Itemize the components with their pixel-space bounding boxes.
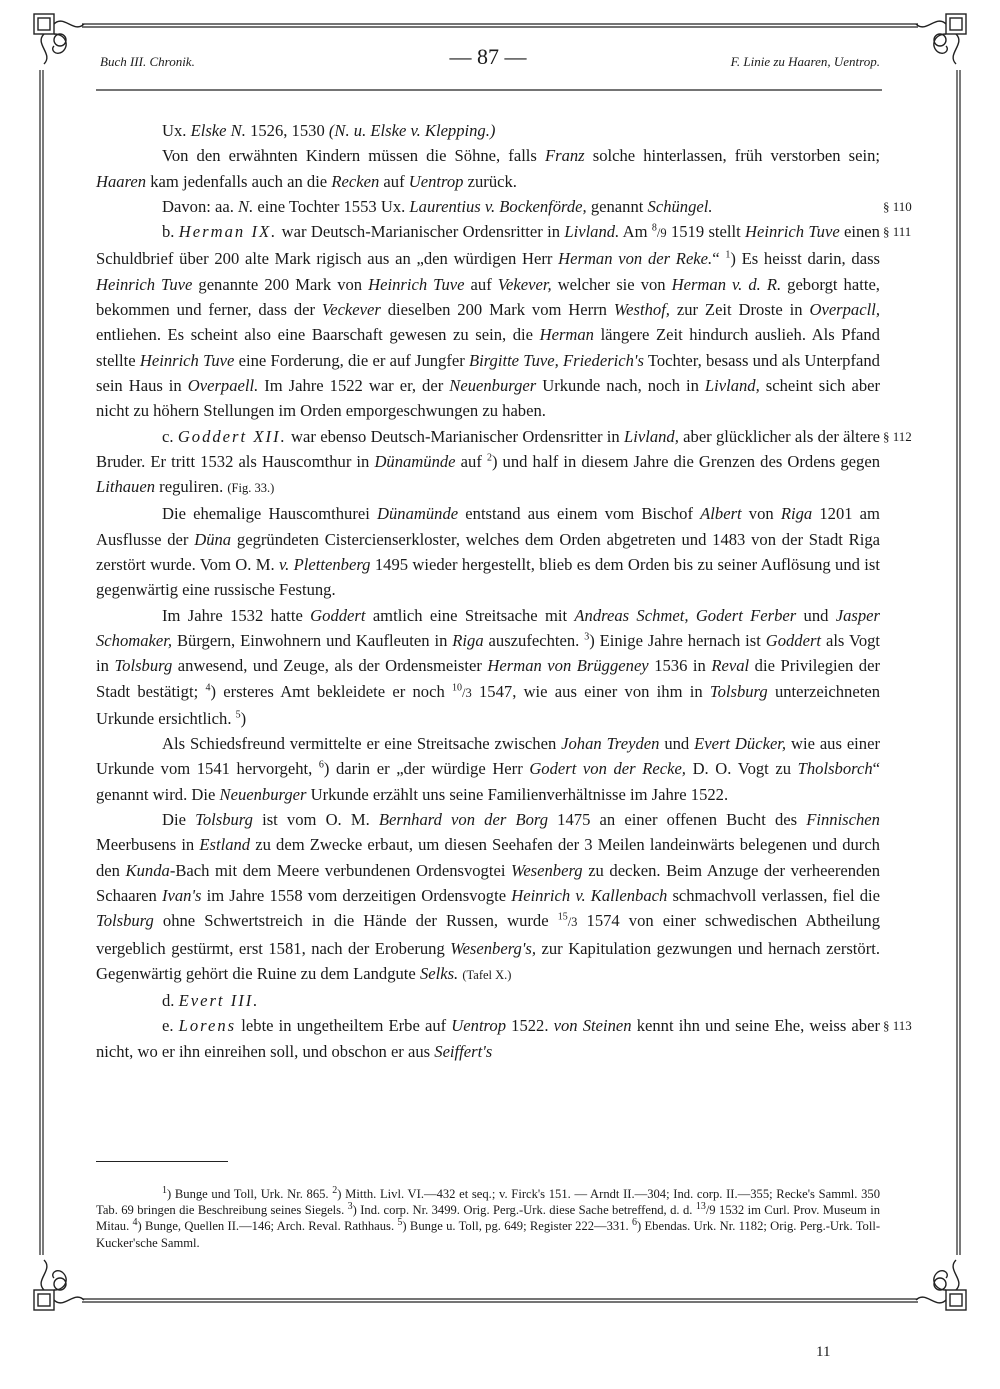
running-head-left: Buch III. Chronik.: [100, 54, 195, 69]
page-number-header: — 87 —: [449, 44, 527, 69]
paragraph-ux-elske: Ux. Elske N. 1526, 1530 (N. u. Elske v. Klepping.): [162, 121, 496, 140]
margin-note-111: § 111: [883, 224, 912, 240]
corner-ornament-bottom-left: [34, 1260, 84, 1310]
footnote-block: $^1$) Bunge und Toll, Urk. Nr. 865. $^2$) Mitth. Livl. VI.—432 et seq.; v. Firck's 151. — Arndt II.—304; Ind. corp. II.—355; Recke's Samml. 350 Tab. 69 bringen die Beschreibung seines Siegels. $^3$) Ind. corp. Nr. 3499. Orig. Perg.-Urk. diese Sache betreffend, d. d. $^{13}$/9 1532 im Curl. Prov. Museum in Mitau. $^4$) Bunge, Quellen II.—146; Arch. Reval. Rathhaus. $^5$) Bunge u. Toll, pg. 649; Register 222—331. $^6$) Ebendas. Urk. Nr. 1182; Orig. Perg.-Urk. Toll-Kucker'sche Samml.: [96, 1184, 881, 1250]
paragraph-soehne: Von den erwähnten Kindern müssen die Söhne, falls Franz solche hinterlassen, früh verstorben sein; Haaren kam jedenfalls auch an die Recken auf Uentrop zurück.: [96, 146, 880, 191]
corner-ornament-bottom-right: [916, 1260, 966, 1310]
paragraph-herman-ix: b. Herman IX. war Deutsch-Marianischer Ordensritter in Livland. Am $^8$/9 1519 stellt Heinrich Tuve einen Schuldbrief über 200 alte Mark rigisch aus an „den würdigen Herr Herman von der Reke.“ $^1$) Es heisst darin, dass Heinrich Tuve genannte 200 Mark von Heinrich Tuve auf Vekever, welcher sie von Herman v. d. R. geborgt hatte, bekommen und ferner, dass der Veckever dieselben 200 Mark vom Herrn Westhof, zur Zeit Droste in Overpacll, entliehen. Es scheint also eine Baarschaft gewesen zu sein, die Herman längere Zeit hindurch auslieh. Als Pfand stellte Heinrich Tuve eine Forderung, die er auf Jungfer Birgitte Tuve, Friederich's Tochter, besass und als Unterpfand sein Haus in Overpaell. Im Jahre 1522 war er, der Neuenburger Urkunde nach, noch in Livland, scheint sich aber nicht zu höhern Stellungen im Orden emporgeschwungen zu haben. § 111: [96, 219, 880, 423]
paragraph-davon: Davon: aa. N. eine Tochter 1553 Ux. Laurentius v. Bockenförde, genannt Schüngel. § 110: [96, 194, 880, 219]
running-head: [96, 44, 880, 80]
margin-note-110: § 110: [883, 198, 912, 214]
plate-reference: (Tafel X.): [462, 967, 512, 982]
paragraph-evert-iii: d. Evert III.: [162, 991, 260, 1011]
paragraph-schiedsfreund: Als Schiedsfreund vermittelte er eine Streitsache zwischen Johan Treyden und Evert Dücker, wie aus einer Urkunde vom 1541 hervorgeht, $^6$) darin er „der würdige Herr Godert von der Recke, D. O. Vogt zu Tholsborch“ genannt wird. Die Neuenburger Urkunde erzählt uns seine Familienverhältnisse im Jahre 1522.: [96, 734, 881, 804]
footnote-rule: [96, 1161, 228, 1162]
paragraph-hauscomthurei: Die ehemalige Hauscomthurei Dünamünde entstand aus einem vom Bischof Albert von Riga 1201 am Ausflusse der Düna gegründeten Cistercienserkloster, welches dem Orden abgetreten und 1483 von der Stadt Riga zerstört wurde. Vom O. M. v. Plettenberg 1495 wieder hergestellt, blieb es dem Orden bis zu seiner Auflösung und ist gegenwärtig eine russische Festung.: [96, 504, 881, 600]
corner-ornament-top-right: [916, 14, 966, 64]
paragraph-1532: Im Jahre 1532 hatte Goddert amtlich eine Streitsache mit Andreas Schmet, Godert Ferber und Jasper Schomaker, Bürgern, Einwohnern und Kaufleuten in Riga auszufechten. $^3$) Einige Jahre hernach ist Goddert als Vogt in Tolsburg anwesend, und Zeuge, als der Ordensmeister Herman von Brüggeney 1536 in Reval die Privilegien der Stadt bestätigt; $^4$) ersteres Amt bekleidete er noch $^{10}$/3 1547, wie aus einer von ihm in Tolsburg unterzeichneten Urkunde ersichtlich. $^5$): [96, 605, 881, 728]
paragraph-lorens: e. Lorens lebte in ungetheiltem Erbe auf Uentrop 1522. von Steinen kennt ihn und seine Ehe, weiss aber nicht, wo er ihn einreihen soll, und obschon er aus Seiffert's § 113: [96, 1013, 880, 1064]
margin-note-113: § 113: [883, 1018, 912, 1034]
footnotes: [96, 1186, 880, 1251]
margin-note-112: § 112: [883, 428, 912, 444]
corner-ornament-top-left: [34, 14, 84, 64]
paragraph-tolsburg: Die Tolsburg ist vom O. M. Bernhard von der Borg 1475 an einer offenen Bucht des Finnischen Meerbusens in Estland zu dem Zwecke erbaut, um diesen Seehafen der 3 Meilen landeinwärts belegenen und durch den Kunda-Bach mit dem Meere verbundenen Ordensvogtei Wesenberg zu decken. Beim Anzuge der verheerenden Schaaren Ivan's im Jahre 1558 vom derzeitigen Ordensvogte Heinrich v. Kallenbach schmachvoll verlassen, fiel die Tolsburg ohne Schwertstreich in die Hände der Russen, wurde $^{15}$/3 1574 von einer schwedischen Abtheilung vergeblich gestürmt, erst 1581, nach der Eroberung Wesenberg's, zur Kapitulation gezwungen und hernach zerstört. Gegenwärtig gehört die Ruine zu dem Landgute Selks. (Tafel X.): [96, 810, 881, 983]
sheet-number: 11: [816, 1344, 831, 1360]
paragraph-goddert-xii: c. Goddert XII. war ebenso Deutsch-Marianischer Ordensritter in Livland, aber glücklicher als der ältere Bruder. Er tritt 1532 als Hauscomthur in Dünamünde auf $^2$) und half in diesem Jahre die Grenzen des Ordens gegen Lithauen reguliren. (Fig. 33.) § 112: [96, 424, 880, 502]
running-head-right: F. Linie zu Haaren, Uentrop.: [730, 54, 880, 69]
main-text: [96, 118, 912, 1064]
figure-reference: (Fig. 33.): [227, 481, 275, 496]
